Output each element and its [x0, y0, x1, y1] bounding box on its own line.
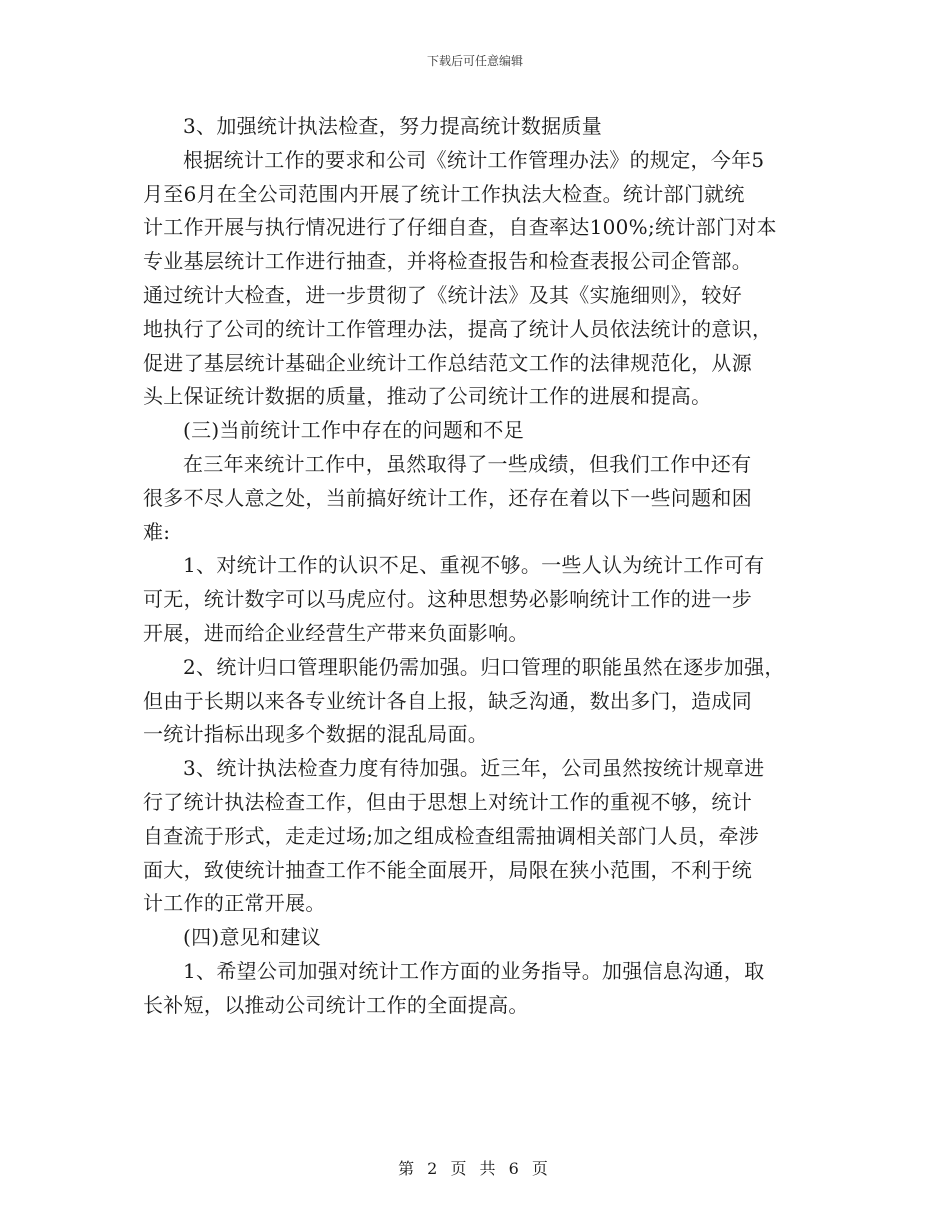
paragraph-line: 头上保证统计数据的质量，推动了公司统计工作的进展和提高。 — [143, 384, 712, 409]
paragraph-line: 计工作的正常开展。 — [143, 891, 326, 916]
paragraph-line: 但由于长期以来各专业统计各自上报，缺乏沟通，数出多门，造成同 — [143, 688, 752, 713]
paragraph-line: 长补短，以推动公司统计工作的全面提高。 — [143, 992, 529, 1017]
paragraph-line: 1、对统计工作的认识不足、重视不够。一些人认为统计工作可有 — [183, 553, 765, 578]
paragraph-line: 2、统计归口管理职能仍需加强。归口管理的职能虽然在逐步加强， — [183, 654, 785, 679]
paragraph-line: 月至6月在全公司范围内开展了统计工作执法大检查。统计部门就统 — [143, 181, 745, 206]
paragraph-line: 自查流于形式，走走过场;加之组成检查组需抽调相关部门人员，牵涉 — [143, 823, 760, 848]
paragraph-line: 计工作开展与执行情况进行了仔细自查，自查率达100%;统计部门对本 — [143, 215, 777, 240]
page-number: 第 2 页 共 6 页 — [398, 1159, 552, 1178]
paragraph-line: 通过统计大检查，进一步贯彻了《统计法》及其《实施细则》，较好 — [143, 282, 742, 307]
header-note: 下载后可任意编辑 — [426, 54, 523, 68]
paragraph-line: 3、统计执法检查力度有待加强。近三年，公司虽然按统计规章进 — [183, 756, 765, 781]
document-body — [143, 110, 808, 1023]
section-heading: 3、加强统计执法检查，努力提高统计数据质量 — [183, 114, 603, 138]
paragraph-line: 可无，统计数字可以马虎应付。这种思想势必影响统计工作的进一步 — [143, 587, 752, 612]
paragraph-line: 行了统计执法检查工作，但由于思想上对统计工作的重视不够，统计 — [143, 789, 752, 814]
paragraph-line: 促进了基层统计基础企业统计工作总结范文工作的法律规范化，从源 — [143, 350, 752, 375]
paragraph-line: 开展，进而给企业经营生产带来负面影响。 — [143, 620, 529, 645]
paragraph-line: 很多不尽人意之处，当前搞好统计工作，还存在着以下一些问题和困 — [143, 485, 752, 510]
paragraph-line: 地执行了公司的统计工作管理办法，提高了统计人员依法统计的意识， — [143, 316, 773, 341]
section-heading: (四)意见和建议 — [183, 925, 322, 950]
paragraph-line: 专业基层统计工作进行抽查，并将检查报告和检查表报公司企管部。 — [143, 249, 752, 274]
section-heading: (三)当前统计工作中存在的问题和不足 — [183, 418, 525, 443]
paragraph-line: 在三年来统计工作中，虽然取得了一些成绩，但我们工作中还有 — [183, 451, 752, 476]
paragraph-line: 面大，致使统计抽查工作不能全面展开，局限在狭小范围，不利于统 — [143, 857, 752, 882]
paragraph-line: 难: — [143, 519, 171, 544]
paragraph-line: 一统计指标出现多个数据的混乱局面。 — [143, 722, 489, 747]
paragraph-line: 1、希望公司加强对统计工作方面的业务指导。加强信息沟通，取 — [183, 958, 765, 983]
paragraph-line: 根据统计工作的要求和公司《统计工作管理办法》的规定，今年5 — [183, 147, 765, 172]
